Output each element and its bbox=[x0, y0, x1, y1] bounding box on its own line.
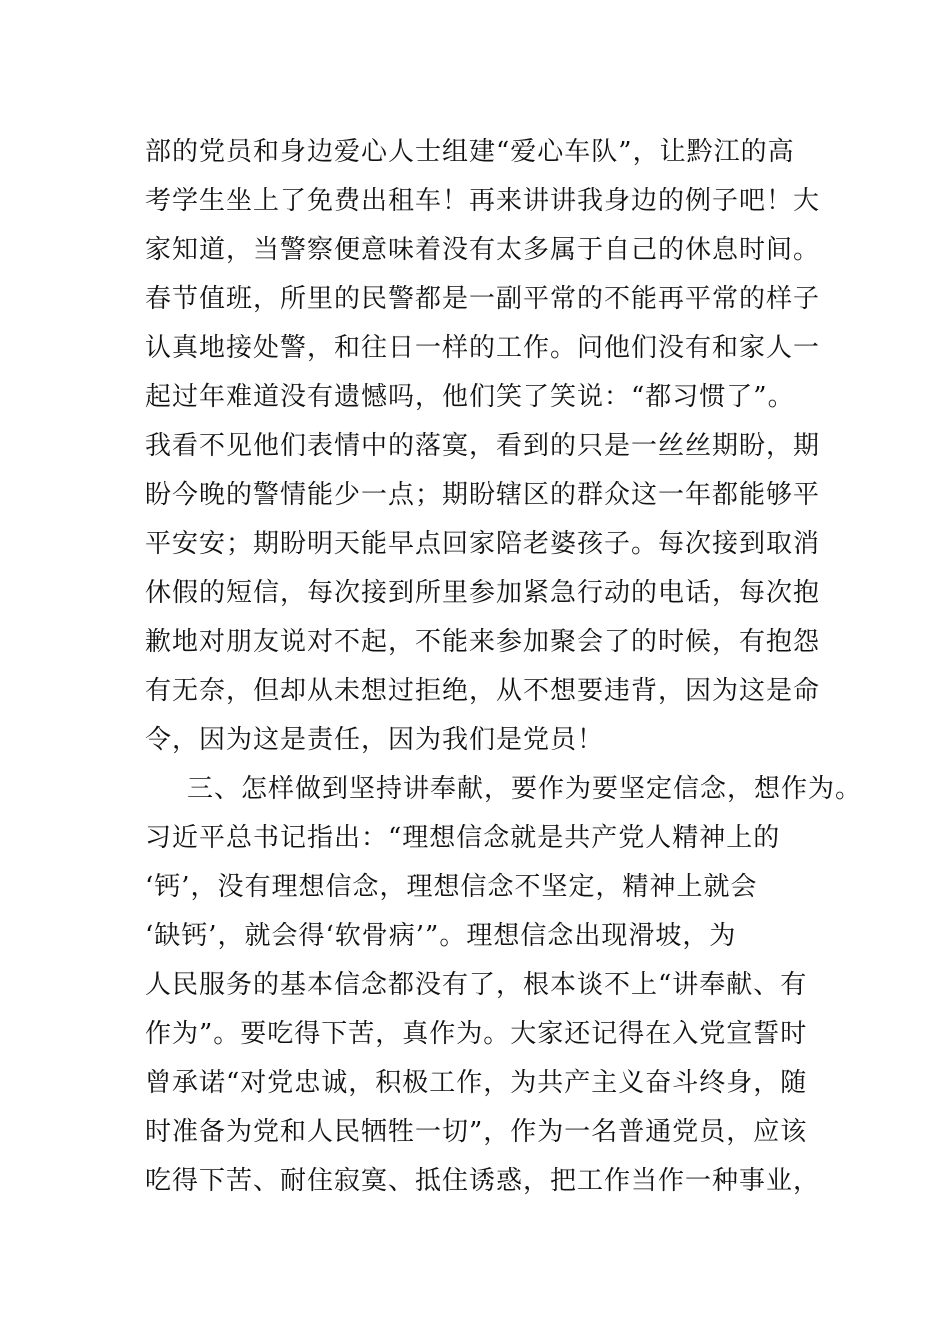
text-line: 时准备为党和人民牺牲一切”，作为一名普通党员，应该 bbox=[145, 1117, 808, 1147]
text-line: 有无奈，但却从未想过拒绝，从不想要违背，因为这是命 bbox=[145, 676, 821, 706]
text-line: 认真地接处警，和往日一样的工作。问他们没有和家人一 bbox=[145, 333, 821, 363]
text-line: 起过年难道没有遗憾吗，他们笑了笑说：“都习惯了”。 bbox=[145, 382, 795, 412]
text-line: 春节值班，所里的民警都是一副平常的不能再平常的样子 bbox=[145, 284, 821, 314]
text-line: 我看不见他们表情中的落寞，看到的只是一丝丝期盼，期 bbox=[145, 431, 821, 461]
text-line: 作为”。要吃得下苦，真作为。大家还记得在入党宣誓时 bbox=[145, 1019, 808, 1049]
text-line: 考学生坐上了免费出租车！再来讲讲我身边的例子吧！大 bbox=[145, 186, 821, 216]
text-line: 平安安；期盼明天能早点回家陪老婆孩子。每次接到取消 bbox=[145, 529, 821, 559]
text-line: 休假的短信，每次接到所里参加紧急行动的电话，每次抱 bbox=[145, 578, 821, 608]
text-line: 人民服务的基本信念都没有了，根本谈不上“讲奉献、有 bbox=[145, 970, 808, 1000]
text-line: 家知道，当警察便意味着没有太多属于自己的休息时间。 bbox=[145, 235, 821, 265]
text-line: ‘钙’，没有理想信念，理想信念不坚定，精神上就会 bbox=[145, 872, 758, 902]
text-line: 盼今晚的警情能少一点；期盼辖区的群众这一年都能够平 bbox=[145, 480, 821, 510]
text-line: 曾承诺“对党忠诚，积极工作，为共产主义奋斗终身，随 bbox=[145, 1068, 808, 1098]
text-line: 部的党员和身边爱心人士组建“爱心车队”，让黔江的高 bbox=[145, 137, 795, 167]
text-line: 吃得下苦、耐住寂寞、抵住诱惑，把工作当作一种事业， bbox=[145, 1166, 821, 1196]
text-line: 令，因为这是责任，因为我们是党员！ bbox=[145, 725, 605, 755]
section-heading-line: 三、怎样做到坚持讲奉献，要作为要坚定信念，想作为。 bbox=[187, 774, 863, 804]
text-line: ‘缺钙’，就会得‘软骨病’”。理想信念出现滑坡，为 bbox=[145, 921, 737, 951]
text-line: 歉地对朋友说对不起，不能来参加聚会了的时候，有抱怨 bbox=[145, 627, 821, 657]
text-line: 习近平总书记指出：“理想信念就是共产党人精神上的 bbox=[145, 823, 781, 853]
